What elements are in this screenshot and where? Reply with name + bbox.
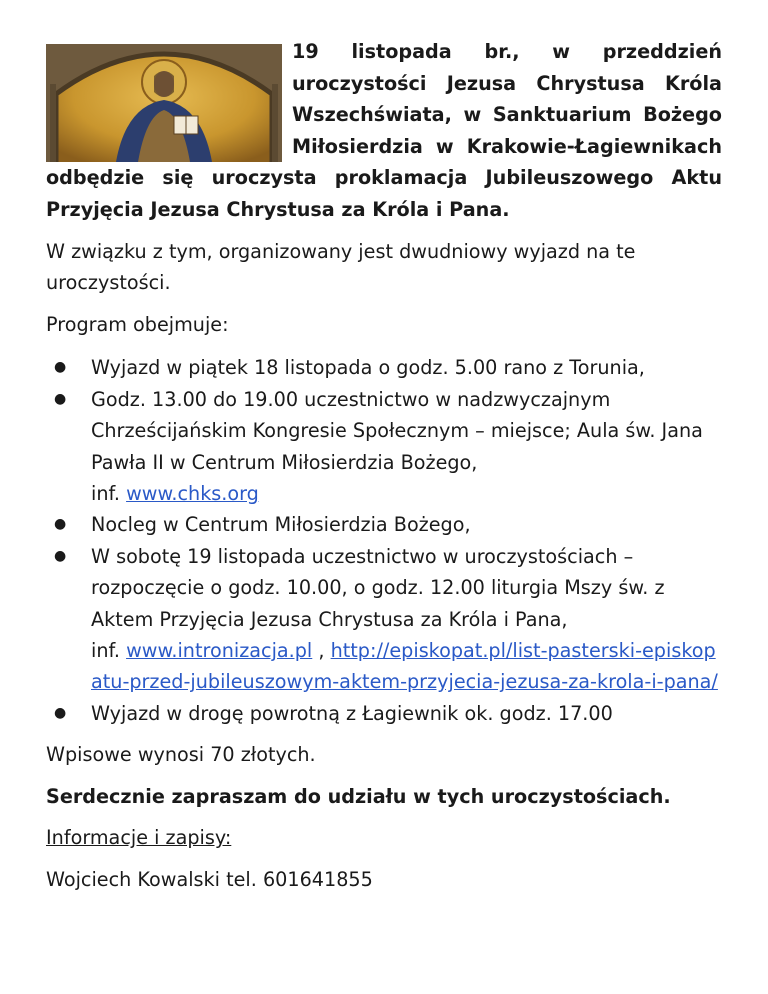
list-item	[46, 698, 722, 729]
chks-link[interactable]: www.chks.org	[126, 481, 259, 505]
intro-line-1: 19 listopada br., w przeddzień	[292, 40, 722, 63]
item-text: Wyjazd w piątek 18 listopada o godz. 5.00 rano z Torunia,	[91, 356, 645, 380]
bullet-icon: ●	[54, 390, 67, 407]
trip-announcement: W związku z tym, organizowany jest dwudniowy wyjazd na te uroczystości.	[46, 239, 636, 295]
bullet-icon: ●	[54, 359, 67, 376]
document-page	[46, 36, 722, 896]
intro-line-3: Wszechświata, w Sanktuarium Bożego	[292, 103, 722, 127]
program-list	[46, 352, 722, 729]
item-text: W sobotę 19 listopada uczestnictwo w uroczystościach – rozpoczęcie o godz. 10.00, o godz. 12.00 liturgia Mszy św. z Aktem Przyjęcia Jezusa Chrystusa za Króla i Pana,	[91, 544, 665, 631]
info-label: Informacje i zapisy:	[46, 826, 232, 850]
list-item	[46, 541, 722, 698]
bullet-icon: ●	[54, 547, 67, 564]
list-item	[46, 352, 722, 383]
intro-line-2: uroczystości Jezusa Chrystusa Króla	[292, 71, 722, 95]
intro-line-4: Miłosierdzia w Krakowie-Łagiewnikach	[292, 134, 722, 158]
intronizacja-link[interactable]: www.intronizacja.pl	[126, 639, 313, 662]
bullet-icon: ●	[54, 516, 67, 533]
intro-block	[46, 36, 722, 226]
bullet-icon: ●	[54, 704, 67, 721]
info-prefix: inf.	[91, 639, 127, 662]
fee-text: Wpisowe wynosi 70 złotych.	[46, 743, 316, 767]
christ-pantocrator-mosaic-image	[46, 44, 282, 162]
intro-line-5: odbędzie się uroczysta proklamacja Jubileuszowego Aktu	[46, 166, 722, 190]
list-item	[46, 384, 722, 510]
contact-text: Wojciech Kowalski tel. 601641855	[46, 868, 373, 891]
list-item	[46, 509, 722, 540]
intro-line-6: Przyjęcia Jezusa Chrystusa za Króla i Pana.	[46, 197, 510, 221]
invitation-text: Serdecznie zapraszam do udziału w tych uroczystościach.	[46, 784, 671, 808]
info-prefix: inf.	[91, 481, 127, 505]
item-text: Wyjazd w drogę powrotną z Łagiewnik ok. godz. 17.00	[91, 701, 613, 725]
program-label: Program obejmuje:	[46, 312, 229, 336]
item-text: Nocleg w Centrum Miłosierdzia Bożego,	[91, 513, 471, 537]
link-separator: ,	[312, 639, 331, 662]
episkopat-link[interactable]: http://episkopat.pl/list-pasterski-episkopatu-przed-jubileuszowym-aktem-przyjecia-jezusa-za-krola-i-pana/	[91, 639, 718, 694]
item-text: Godz. 13.00 do 19.00 uczestnictwo w nadzwyczajnym Chrześcijańskim Kongresie Społecznym – miejsce; Aula św. Jana Pawła II w Centrum Miłosierdzia Bożego,	[91, 387, 703, 474]
